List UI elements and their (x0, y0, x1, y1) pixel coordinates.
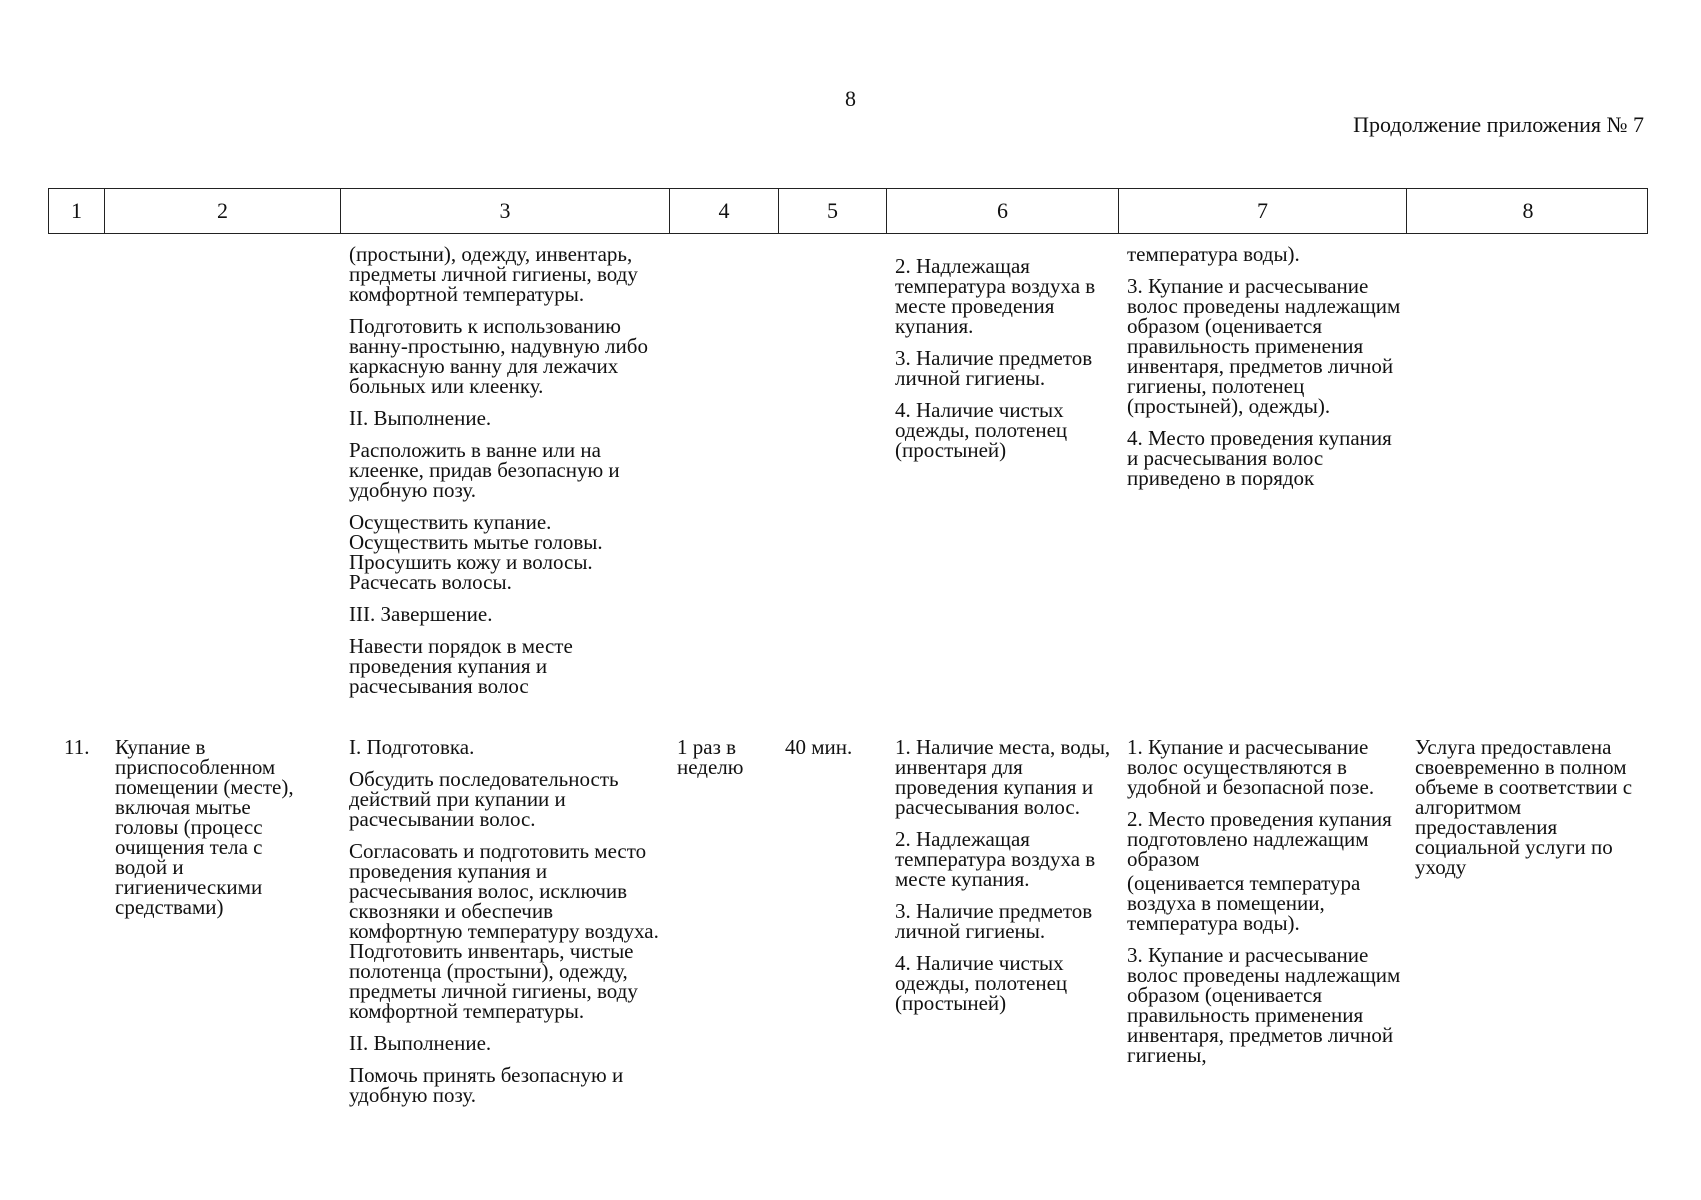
prev-col3-p2: Подготовить к использованию ванну-простыню, надувную либо каркасную ванну для лежачих больных или клеенку. (349, 314, 648, 398)
header-col-1: 1 (49, 189, 105, 233)
header-col-4: 4 (670, 189, 779, 233)
row11-col6-p1: 1. Наличие места, воды, инвентаря для проведения купания и расчесывания волос. (895, 735, 1111, 819)
page-number: 8 (845, 86, 856, 111)
row-11-col4: 1 раз в неделю (677, 735, 744, 779)
row11-col3-p5: Помочь принять безопасную и удобную позу. (349, 1063, 624, 1107)
row11-col3-p1: I. Подготовка. (349, 735, 475, 759)
table-header-row (48, 188, 1648, 234)
row-11-col5: 40 мин. (785, 735, 853, 759)
row11-col6-p4: 4. Наличие чистых одежды, полотенец (простыней) (895, 951, 1068, 1015)
row-11-col2: Купание в приспособленном помещении (месте), включая мытье головы (процесс очищения тела с водой и гигиеническими средствами) (115, 735, 294, 919)
row11-col7-p3: (оценивается температура воздуха в помещении, температура воды). (1127, 871, 1361, 935)
prev-col3-p5: Осуществить купание. Осуществить мытье головы. Просушить кожу и волосы. Расчесать волосы. (349, 510, 603, 594)
header-col-3: 3 (341, 189, 670, 233)
row-11-col7 (1127, 737, 1407, 1077)
row11-col3-p2: Обсудить последовательность действий при купании и расчесывании волос. (349, 767, 619, 831)
prev-col6-p1: 2. Надлежащая температура воздуха в месте проведения купания. (895, 254, 1096, 338)
prev-col3-p3: II. Выполнение. (349, 406, 492, 430)
prev-row-col7 (1127, 244, 1407, 500)
row-11-col8: Услуга предоставлена своевременно в полном объеме в соответствии с алгоритмом предоставления социальной услуги по уходу (1415, 735, 1633, 879)
prev-col7-p3: 4. Место проведения купания и расчесывания волос приведено в порядок (1127, 426, 1392, 490)
row11-col6-p3: 3. Наличие предметов личной гигиены. (895, 899, 1093, 943)
prev-col7-p2: 3. Купание и расчесывание волос проведены надлежащим образом (оценивается правильность применения инвентаря, предметов личной гигиены, полотенец (простыней), одежды). (1127, 274, 1401, 418)
header-col-7: 7 (1119, 189, 1407, 233)
row11-col3-p4: II. Выполнение. (349, 1031, 492, 1055)
row-11-col6 (895, 737, 1115, 1025)
row-11-col3 (349, 737, 669, 1117)
prev-row-col6 (895, 256, 1115, 472)
prev-col3-p6: III. Завершение. (349, 602, 493, 626)
row11-col3-p3: Согласовать и подготовить место проведения купания и расчесывания волос, исключив сквозняки и обеспечив комфортную температуру воздуха. Подготовить инвентарь, чистые полотенца (простыни), одежду, предметы личной гигиены, воду комфортной температуры. (349, 839, 659, 1023)
header-col-5: 5 (779, 189, 887, 233)
prev-col6-p2: 3. Наличие предметов личной гигиены. (895, 346, 1093, 390)
continuation-title: Продолжение приложения № 7 (1353, 112, 1644, 137)
row11-col7-p1: 1. Купание и расчесывание волос осуществляются в удобной и безопасной позе. (1127, 735, 1375, 799)
prev-col6-p3: 4. Наличие чистых одежды, полотенец (простыней) (895, 398, 1068, 462)
prev-col3-p4: Расположить в ванне или на клеенке, придав безопасную и удобную позу. (349, 438, 620, 502)
header-col-8: 8 (1522, 198, 1534, 223)
row11-col7-p4: 3. Купание и расчесывание волос проведены надлежащим образом (оценивается правильность применения инвентаря, предметов личной гигиены, (1127, 943, 1401, 1067)
row11-col6-p2: 2. Надлежащая температура воздуха в месте купания. (895, 827, 1096, 891)
row11-col7-p2: 2. Место проведения купания подготовлено надлежащим образом (1127, 807, 1392, 871)
prev-col7-p1: температура воды). (1127, 242, 1300, 266)
header-col-2: 2 (105, 189, 341, 233)
prev-row-col3 (349, 244, 669, 708)
prev-col3-p7: Навести порядок в месте проведения купания и расчесывания волос (349, 634, 573, 698)
header-col-6: 6 (887, 189, 1119, 233)
row-11-number: 11. (64, 735, 90, 759)
prev-col3-p1: (простыни), одежду, инвентарь, предметы личной гигиены, воду комфортной температуры. (349, 242, 638, 306)
